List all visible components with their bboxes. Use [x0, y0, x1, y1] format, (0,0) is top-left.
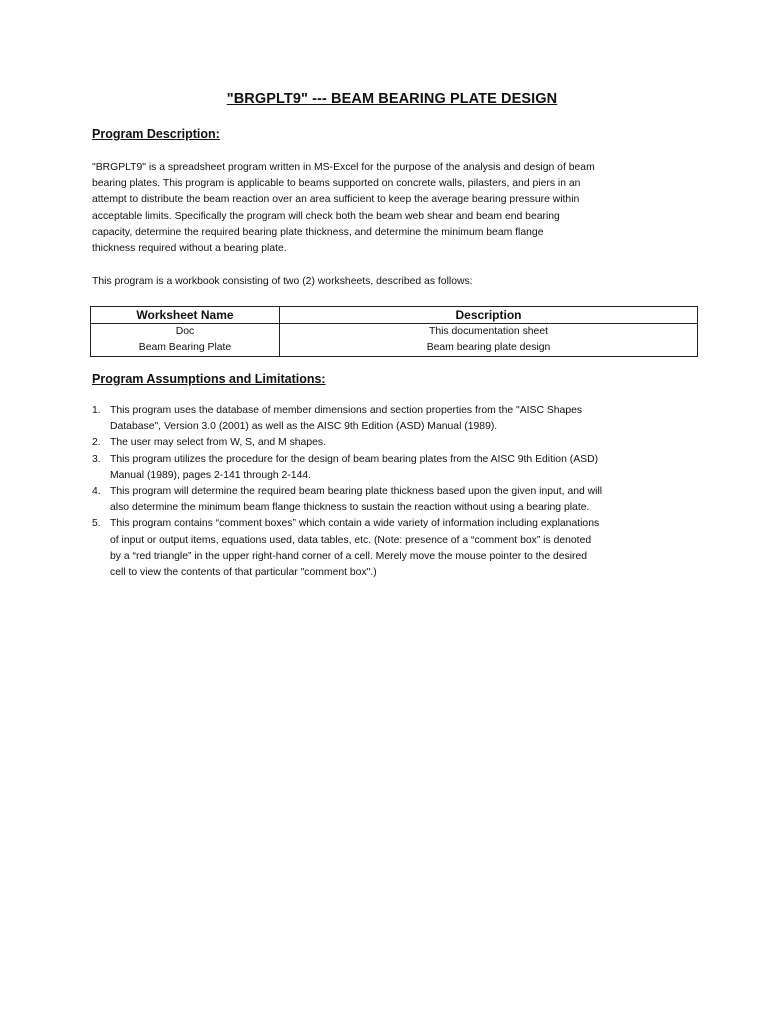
workbook-intro-paragraph	[92, 274, 652, 290]
worksheet-table	[90, 306, 698, 357]
list-item	[92, 452, 672, 484]
list-item	[92, 403, 672, 435]
assumptions-list	[92, 403, 672, 581]
list-item-line: Database", Version 3.0 (2001) as well as the AISC 9th Edition (ASD) Manual (1989).	[110, 421, 498, 433]
table-row	[91, 340, 698, 357]
document-title: "BRGPLT9" --- BEAM BEARING PLATE DESIGN	[226, 91, 558, 107]
list-item-line: by a “red triangle” in the upper right-hand corner of a cell. Merely move the mouse pointer to the desired	[110, 550, 588, 562]
list-item-number: 1.	[92, 405, 101, 416]
list-item	[92, 484, 672, 516]
list-item-line: The user may select from W, S, and M shapes.	[110, 437, 326, 449]
paragraph-line: This program is a workbook consisting of two (2) worksheets, described as follows:	[92, 276, 473, 287]
column-header-description: Description	[280, 307, 698, 324]
list-item-line: This program utilizes the procedure for the design of beam bearing plates from the AISC 9th Edition (ASD)	[110, 453, 599, 465]
list-item	[92, 516, 672, 581]
table-cell: Doc	[91, 324, 280, 341]
list-item-line: This program contains “comment boxes” which contain a wide variety of information including explanations	[110, 518, 600, 530]
column-header-worksheet-name: Worksheet Name	[91, 307, 280, 324]
paragraph-line: acceptable limits. Specifically the program will check both the beam web shear and beam end bearing	[92, 210, 560, 222]
assumptions-heading: Program Assumptions and Limitations:	[92, 372, 326, 386]
list-item-number: 3.	[92, 453, 101, 465]
table-cell: Beam bearing plate design	[280, 340, 698, 357]
paragraph-line: thickness required without a bearing plate.	[92, 243, 287, 255]
list-item-number: 5.	[92, 518, 101, 530]
list-item-line: This program will determine the required beam bearing plate thickness based upon the given input, and will	[110, 486, 603, 498]
paragraph-line: "BRGPLT9" is a spreadsheet program written in MS-Excel for the purpose of the analysis and design of beam	[92, 162, 595, 173]
list-item-line: also determine the minimum beam flange thickness to sustain the reaction without using a bearing plate.	[110, 502, 590, 514]
list-item-line: Manual (1989), pages 2-141 through 2-144.	[110, 469, 312, 481]
paragraph-line: capacity, determine the required bearing plate thickness, and determine the minimum beam flange	[92, 226, 544, 238]
program-description-paragraph	[92, 160, 652, 257]
table-header-row	[91, 307, 698, 324]
list-item-line: cell to view the contents of that particular "comment box".)	[110, 567, 377, 579]
paragraph-line: attempt to distribute the beam reaction over an area sufficient to keep the average bearing pressure within	[92, 194, 580, 206]
list-item-number: 4.	[92, 486, 101, 498]
list-item-line: of input or output items, equations used, data tables, etc. (Note: presence of a “comment box” is denoted	[110, 534, 592, 546]
list-item-number: 2.	[92, 437, 101, 449]
program-description-heading: Program Description:	[92, 127, 220, 141]
table-row	[91, 324, 698, 341]
paragraph-line: bearing plates. This program is applicable to beams supported on concrete walls, pilasters, and piers in an	[92, 178, 581, 190]
table-cell: Beam Bearing Plate	[91, 340, 280, 357]
table-cell: This documentation sheet	[280, 324, 698, 341]
list-item	[92, 435, 672, 451]
list-item-line: This program uses the database of member dimensions and section properties from the "AISC Shapes	[110, 405, 583, 416]
